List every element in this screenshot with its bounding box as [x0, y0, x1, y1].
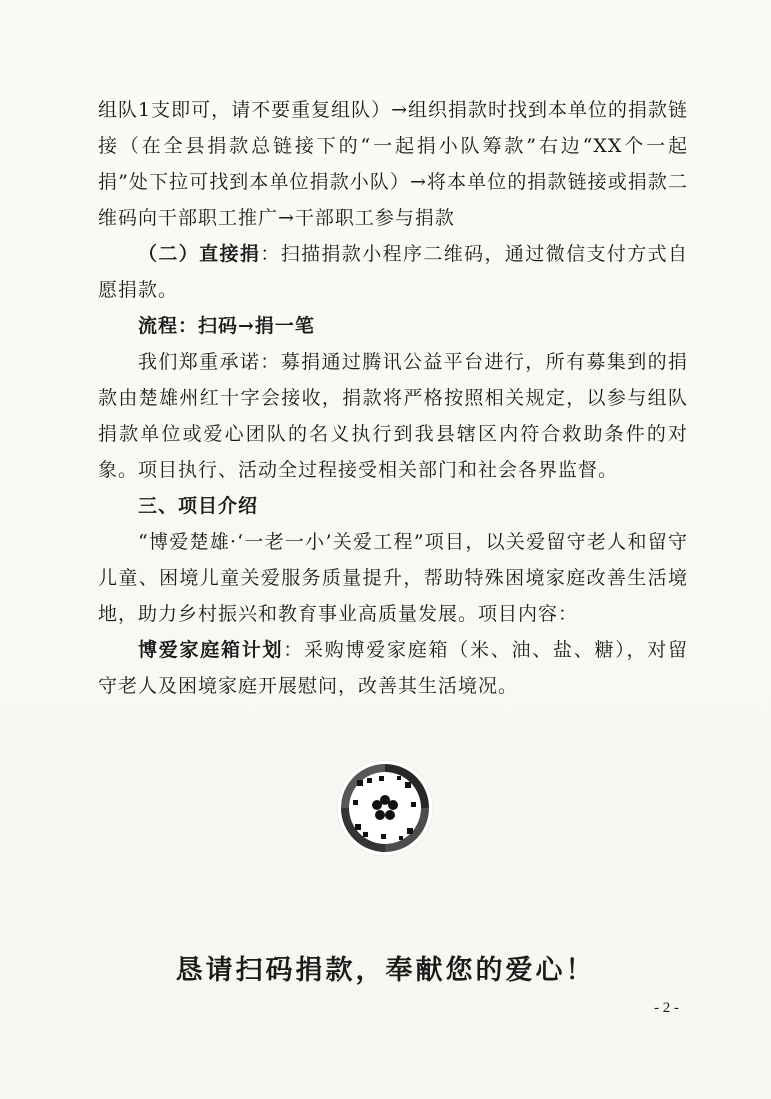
family-box-text: ：采购博爱家庭箱（米、油、盐、糖），对留守老人及困境家庭开展慰问，改善其生活境况。 [98, 639, 688, 697]
process-heading: 流程：扫码→捐一笔 [138, 315, 315, 337]
direct-donate-heading: （二）直接捐 [138, 243, 261, 265]
document-body [98, 92, 688, 704]
paragraph-project: “博爱楚雄·‘一老一小’关爱工程”项目，以关爱留守老人和留守儿童、困境儿童关爱服务质量提升，帮助特殊困境家庭改善生活境地，助力乡村振兴和教育事业高质量发展。项目内容： [98, 531, 688, 625]
section-title-project-intro: 三、项目介绍 [138, 495, 259, 517]
direct-donate-text: ：扫描捐款小程序二维码，通过微信支付方式自愿捐款。 [98, 243, 688, 301]
paragraph-commitment: 我们郑重承诺：募捐通过腾讯公益平台进行，所有募集到的捐款由楚雄州红十字会接收，捐款将严格按照相关规定，以参与组队捐款单位或爱心团队的名义执行到我县辖区内符合救助条件的对象。项目执行、活动全过程接受相关部门和社会各界监督。 [98, 351, 688, 481]
flower-icon [371, 794, 399, 822]
family-box-heading: 博爱家庭箱计划 [138, 639, 284, 661]
donation-call-to-action: 恳请扫码捐款，奉献您的爱心！ [175, 955, 596, 986]
paragraph-direct-donate [98, 236, 688, 308]
qr-code-icon[interactable] [335, 758, 435, 858]
paragraph-1: 组队1支即可，请不要重复组队）→组织捐款时找到本单位的捐款链接（在全县捐款总链接下的“一起捐小队筹款”右边“XX个一起捐”处下拉可找到本单位捐款小队）→将本单位的捐款链接或捐款二维码向干部职工推广→干部职工参与捐款 [98, 99, 689, 229]
page-number: - 2 - [654, 1000, 679, 1016]
paragraph-family-box [98, 632, 688, 704]
